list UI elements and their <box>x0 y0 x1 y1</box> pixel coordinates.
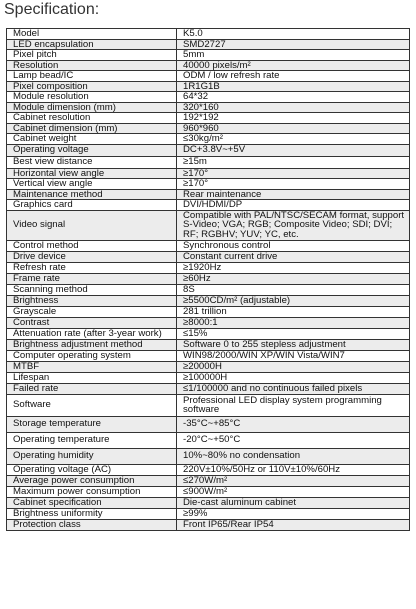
table-row <box>7 92 410 103</box>
table-row <box>7 448 410 464</box>
table-row <box>7 361 410 372</box>
table-row <box>7 200 410 211</box>
spec-label: Maximum power consumption <box>7 486 177 497</box>
spec-label: LED encapsulation <box>7 39 177 50</box>
spec-value: 40000 pixels/m² <box>177 60 410 71</box>
table-row <box>7 475 410 486</box>
spec-value: ≥170° <box>177 179 410 190</box>
spec-value: Compatible with PAL/NTSC/SECAM format, support S-Video; VGA; RGB; Composite Video; SDI; DVI; RF; RGBHV; YUV; YC, etc. <box>177 210 410 240</box>
spec-label: Pixel pitch <box>7 50 177 61</box>
spec-value: 960*960 <box>177 123 410 134</box>
table-row <box>7 262 410 273</box>
spec-value: Synchronous control <box>177 240 410 251</box>
spec-value: ≥15m <box>177 156 410 168</box>
spec-value: ≥170° <box>177 168 410 179</box>
spec-label: Cabinet resolution <box>7 113 177 124</box>
table-row <box>7 519 410 530</box>
spec-value: Professional LED display system programming software <box>177 394 410 416</box>
spec-label: Control method <box>7 240 177 251</box>
spec-label: Brightness uniformity <box>7 508 177 519</box>
spec-value: 64*32 <box>177 92 410 103</box>
spec-label: Failed rate <box>7 383 177 394</box>
spec-value: Die-cast aluminum cabinet <box>177 497 410 508</box>
table-row <box>7 497 410 508</box>
spec-value: ≥99% <box>177 508 410 519</box>
spec-label: MTBF <box>7 361 177 372</box>
table-row <box>7 240 410 251</box>
page-title: Specification: <box>4 1 100 18</box>
spec-label: Drive device <box>7 251 177 262</box>
spec-value: ≤900W/m² <box>177 486 410 497</box>
spec-value: ODM / low refresh rate <box>177 71 410 82</box>
table-row <box>7 306 410 317</box>
spec-label: Computer operating system <box>7 350 177 361</box>
spec-value: Rear maintenance <box>177 189 410 200</box>
specification-table-body <box>7 29 410 531</box>
spec-label: Graphics card <box>7 200 177 211</box>
spec-label: Operating temperature <box>7 432 177 448</box>
spec-label: Average power consumption <box>7 475 177 486</box>
spec-value: -35°C~+85°C <box>177 416 410 432</box>
table-row <box>7 508 410 519</box>
spec-value: 1R1G1B <box>177 81 410 92</box>
spec-value: DVI/HDMI/DP <box>177 200 410 211</box>
spec-label: Model <box>7 29 177 40</box>
spec-label: Refresh rate <box>7 262 177 273</box>
table-row <box>7 432 410 448</box>
spec-label: Frame rate <box>7 273 177 284</box>
spec-value: 220V±10%/50Hz or 110V±10%/60Hz <box>177 464 410 475</box>
spec-label: Storage temperature <box>7 416 177 432</box>
spec-label: Operating voltage <box>7 144 177 156</box>
spec-value: 320*160 <box>177 102 410 113</box>
table-row <box>7 350 410 361</box>
specification-table <box>6 28 410 531</box>
spec-value: ≥1920Hz <box>177 262 410 273</box>
spec-label: Brightness <box>7 295 177 306</box>
spec-label: Module resolution <box>7 92 177 103</box>
spec-label: Lifespan <box>7 372 177 383</box>
spec-label: Video signal <box>7 210 177 240</box>
spec-value: WIN98/2000/WIN XP/WIN Vista/WIN7 <box>177 350 410 361</box>
spec-value: ≤30kg/m² <box>177 134 410 145</box>
spec-label: Brightness adjustment method <box>7 339 177 350</box>
spec-value: ≥8000:1 <box>177 317 410 328</box>
spec-label: Contrast <box>7 317 177 328</box>
table-row <box>7 317 410 328</box>
spec-value: ≤1/100000 and no continuous failed pixels <box>177 383 410 394</box>
spec-value: 10%~80% no condensation <box>177 448 410 464</box>
spec-label: Cabinet specification <box>7 497 177 508</box>
table-row <box>7 383 410 394</box>
table-row <box>7 113 410 124</box>
spec-label: Attenuation rate (after 3-year work) <box>7 328 177 339</box>
table-row <box>7 416 410 432</box>
table-row <box>7 156 410 168</box>
table-row <box>7 144 410 156</box>
table-row <box>7 123 410 134</box>
spec-value: Software 0 to 255 stepless adjustment <box>177 339 410 350</box>
table-row <box>7 134 410 145</box>
table-row <box>7 60 410 71</box>
spec-value: ≤270W/m² <box>177 475 410 486</box>
table-row <box>7 168 410 179</box>
spec-value: ≤15% <box>177 328 410 339</box>
spec-label: Cabinet weight <box>7 134 177 145</box>
spec-label: Vertical view angle <box>7 179 177 190</box>
spec-label: Module dimension (mm) <box>7 102 177 113</box>
spec-value: 281 trillion <box>177 306 410 317</box>
spec-value: Constant current drive <box>177 251 410 262</box>
spec-label: Operating humidity <box>7 448 177 464</box>
table-row <box>7 71 410 82</box>
spec-value: SMD2727 <box>177 39 410 50</box>
spec-label: Scanning method <box>7 284 177 295</box>
spec-value: 8S <box>177 284 410 295</box>
table-row <box>7 394 410 416</box>
table-row <box>7 486 410 497</box>
spec-value: Front IP65/Rear IP54 <box>177 519 410 530</box>
spec-label: Protection class <box>7 519 177 530</box>
spec-label: Resolution <box>7 60 177 71</box>
spec-value: ≥60Hz <box>177 273 410 284</box>
table-row <box>7 328 410 339</box>
spec-label: Grayscale <box>7 306 177 317</box>
spec-label: Cabinet dimension (mm) <box>7 123 177 134</box>
spec-value: ≥5500CD/m² (adjustable) <box>177 295 410 306</box>
spec-label: Horizontal view angle <box>7 168 177 179</box>
table-row <box>7 179 410 190</box>
table-row <box>7 273 410 284</box>
spec-label: Lamp bead/IC <box>7 71 177 82</box>
table-row <box>7 81 410 92</box>
table-row <box>7 210 410 240</box>
table-row <box>7 464 410 475</box>
table-row <box>7 50 410 61</box>
spec-value: 5mm <box>177 50 410 61</box>
table-row <box>7 295 410 306</box>
spec-label: Pixel composition <box>7 81 177 92</box>
table-row <box>7 39 410 50</box>
table-row <box>7 251 410 262</box>
table-row <box>7 102 410 113</box>
spec-value: DC+3.8V~+5V <box>177 144 410 156</box>
spec-value: -20°C~+50°C <box>177 432 410 448</box>
spec-label: Maintenance method <box>7 189 177 200</box>
spec-value: ≥20000H <box>177 361 410 372</box>
spec-label: Best view distance <box>7 156 177 168</box>
table-row <box>7 29 410 40</box>
spec-value: 192*192 <box>177 113 410 124</box>
spec-label: Operating voltage (AC) <box>7 464 177 475</box>
table-row <box>7 189 410 200</box>
spec-label: Software <box>7 394 177 416</box>
table-row <box>7 372 410 383</box>
table-row <box>7 339 410 350</box>
table-row <box>7 284 410 295</box>
spec-value: K5.0 <box>177 29 410 40</box>
spec-value: ≥100000H <box>177 372 410 383</box>
